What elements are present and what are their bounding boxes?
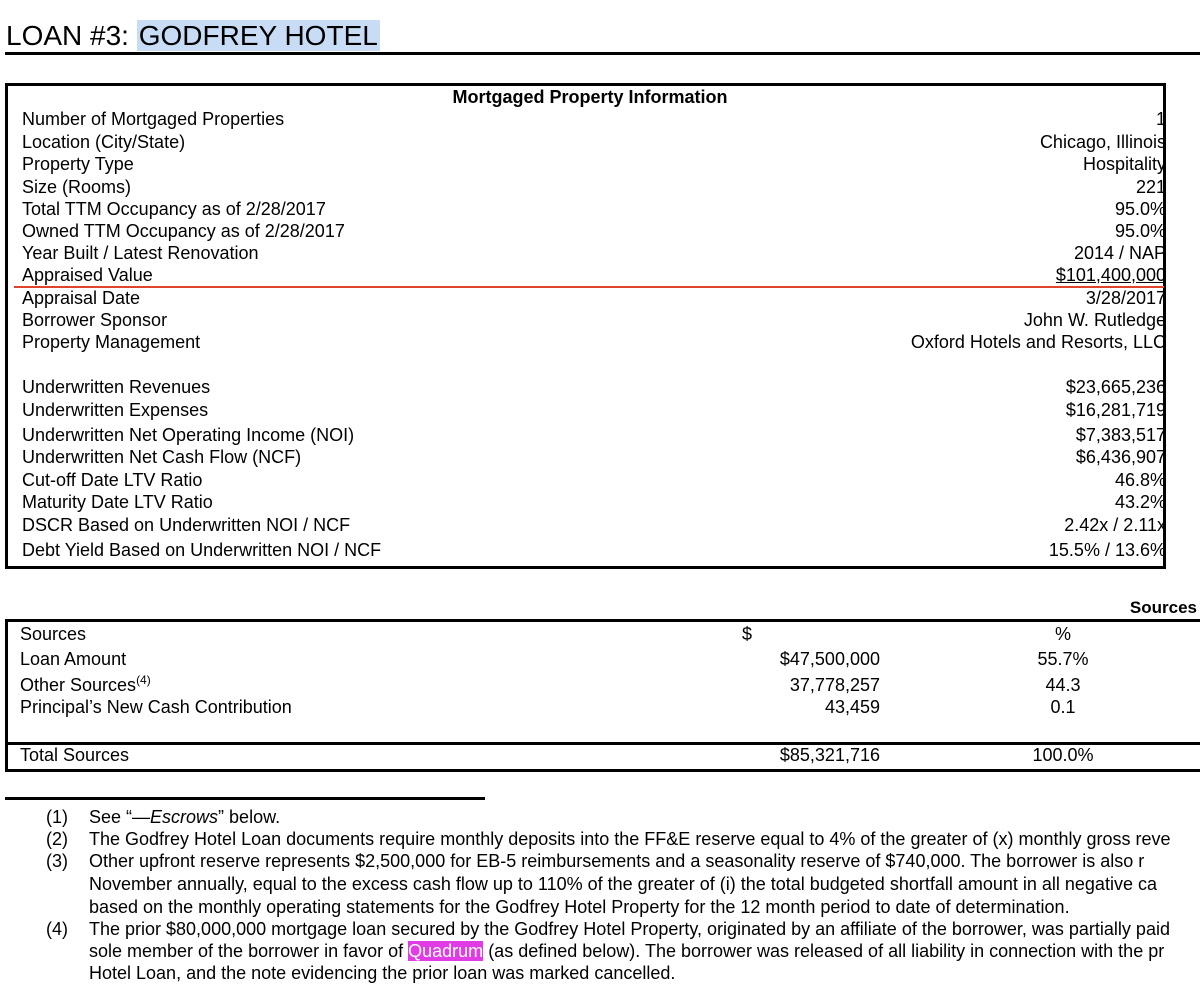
row-value: 95.0%: [1114, 221, 1166, 241]
total-row: [20, 744, 1200, 766]
row-label: Principal’s New Cash Contribution: [20, 697, 292, 717]
table-row: [22, 309, 1166, 331]
row-value: 15.5% / 13.6%: [1048, 540, 1166, 560]
row-label: Maturity Date LTV Ratio: [22, 492, 213, 512]
table-row: [22, 514, 1166, 536]
row-label: Year Built / Latest Renovation: [22, 243, 259, 263]
row-value: Hospitality: [1082, 154, 1166, 174]
table-row: [22, 399, 1166, 421]
table-row: [22, 539, 1166, 561]
property-info-header: Mortgaged Property Information: [452, 87, 728, 107]
row-label: Location (City/State): [22, 132, 186, 152]
table-row: [22, 469, 1166, 491]
table-row: [22, 220, 1166, 242]
row-label: Underwritten Expenses: [22, 400, 209, 420]
row-value: 2014 / NAP: [1073, 243, 1166, 263]
row-label: Property Type: [22, 154, 134, 174]
row-pct: 44.3: [1045, 675, 1081, 695]
table-row: [20, 696, 1200, 718]
table-row: [22, 264, 1166, 286]
table-row: [22, 376, 1166, 398]
table-row: [20, 674, 1200, 696]
row-label: Debt Yield Based on Underwritten NOI / NCF: [22, 540, 382, 560]
table-row: [22, 491, 1166, 513]
table-row: [22, 176, 1166, 198]
row-value: $23,665,236: [1065, 377, 1166, 397]
row-label: Loan Amount: [20, 649, 127, 669]
table-row: [22, 287, 1166, 309]
row-value: 43.2%: [1114, 492, 1166, 512]
row-label: Appraised Value: [22, 265, 153, 285]
title-rule: [5, 52, 1200, 55]
row-amount: 37,778,257: [789, 675, 880, 695]
row-label: Underwritten Net Operating Income (NOI): [22, 425, 355, 445]
sources-header-pct: %: [1054, 624, 1071, 644]
table-row: [20, 648, 1200, 670]
sources-header-amount: $: [742, 624, 753, 644]
total-label: Total Sources: [20, 745, 130, 765]
row-value: $16,281,719: [1065, 400, 1166, 420]
table-row: [22, 446, 1166, 468]
table-row: [22, 424, 1166, 446]
table-row: [22, 331, 1166, 353]
table-row: [22, 242, 1166, 264]
table-row: [22, 153, 1166, 175]
row-value: $6,436,907: [1075, 447, 1166, 467]
row-label: Owned TTM Occupancy as of 2/28/2017: [22, 221, 345, 241]
row-label: Cut-off Date LTV Ratio: [22, 470, 203, 490]
highlighted-term[interactable]: Quadrum: [408, 941, 484, 961]
row-value: $101,400,000: [1055, 265, 1166, 285]
row-pct: 55.7%: [1037, 649, 1089, 669]
row-value: Oxford Hotels and Resorts, LLC: [910, 332, 1166, 352]
annotation-underline: [14, 286, 1164, 288]
row-value: 1: [1155, 109, 1166, 129]
row-label: Total TTM Occupancy as of 2/28/2017: [22, 199, 326, 219]
sources-header-row: [20, 623, 1200, 645]
row-label: Other Sources$^{(4)}$: [20, 673, 151, 695]
row-value: 2.42x / 2.11x: [1064, 515, 1166, 535]
title-prefix: LOAN #3:: [6, 20, 137, 51]
row-value: 95.0%: [1114, 199, 1166, 219]
table-row: [22, 108, 1166, 130]
total-amount: $85,321,716: [779, 745, 880, 765]
row-value: 221: [1135, 177, 1166, 197]
page-title: [6, 18, 380, 54]
row-label: Appraisal Date: [22, 288, 141, 308]
row-label: Number of Mortgaged Properties: [22, 109, 285, 129]
row-value: $7,383,517: [1075, 425, 1166, 445]
row-pct: 0.1: [1050, 697, 1076, 717]
row-label: Borrower Sponsor: [22, 310, 168, 330]
footnote-rule: [5, 797, 485, 800]
row-value: John W. Rutledge: [1023, 310, 1166, 330]
sources-caption: Sources: [1129, 598, 1197, 617]
row-value: 46.8%: [1114, 470, 1166, 490]
row-label: Property Management: [22, 332, 201, 352]
sources-header-label: Sources: [20, 624, 87, 644]
row-amount: $47,500,000: [779, 649, 880, 669]
row-value: Chicago, Illinois: [1039, 132, 1166, 152]
row-label: Underwritten Revenues: [22, 377, 211, 397]
total-pct: 100.0%: [1032, 745, 1094, 765]
table-row: [22, 198, 1166, 220]
row-amount: 43,459: [824, 697, 880, 717]
row-label: Size (Rooms): [22, 177, 132, 197]
row-label: Underwritten Net Cash Flow (NCF): [22, 447, 302, 467]
row-label: DSCR Based on Underwritten NOI / NCF: [22, 515, 351, 535]
table-row: [22, 131, 1166, 153]
title-selected-text[interactable]: GODFREY HOTEL: [138, 20, 378, 51]
row-value: 3/28/2017: [1085, 288, 1166, 308]
